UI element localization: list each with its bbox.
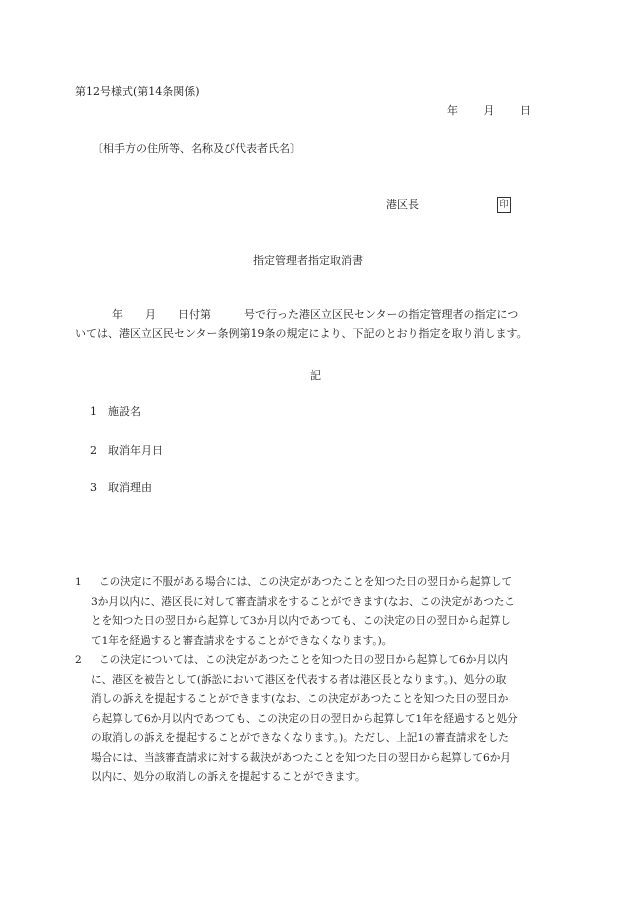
note-line: この決定に不服がある場合には、この決定があつたことを知つた日の翌日から起算して (99, 576, 513, 588)
recipient-placeholder: 〔相手方の住所等、名称及び代表者氏名〕 (92, 142, 301, 155)
note-line: に、港区を被告として(訴訟において港区を代表する者は港区長となります。)、処分の取 (91, 673, 507, 686)
ki-heading: 記 (310, 369, 321, 382)
issuer-name: 港区長 (386, 198, 419, 211)
date-year: 年 (447, 104, 458, 117)
note-line: 3か月以内に、港区長に対して審査請求をすることができます(なお、この決定があつたこ (91, 595, 516, 608)
seal-mark: 印 (497, 197, 511, 213)
item-cancel-reason (90, 482, 152, 493)
date-day: 日 (520, 104, 531, 117)
issuer-line (386, 197, 511, 213)
item-cancel-date (90, 445, 163, 456)
date-month: 月 (483, 104, 495, 117)
date-line (447, 105, 531, 116)
note-line: この決定については、この決定があつたことを知つた日の翌日から起算して6か月以内 (99, 654, 509, 666)
item-number: 1 (90, 405, 97, 418)
item-label: 取消年月日 (108, 444, 163, 457)
item-label: 取消理由 (108, 481, 152, 494)
body-line-1: 年 月 日付第 号で行った港区立区民センターの指定管理者の指定につ (112, 308, 519, 321)
note-appeal (75, 573, 555, 651)
note-line: 場合には、当該審査請求に対する裁決があつたことを知つた日の翌日から起算して6か月 (91, 751, 511, 764)
note-line: の取消しの訴えを提起することができなくなります。)。ただし、上記1の審査請求をした (91, 732, 509, 744)
form-number: 第12号様式(第14条関係) (75, 85, 200, 98)
notes-section (75, 573, 555, 788)
body-paragraph (75, 305, 555, 343)
item-number: 2 (90, 444, 97, 457)
note-line: 以内に、処分の取消しの訴えを提起することができます。 (91, 771, 366, 783)
note-line: 消しの訴えを提起することができます(なお、この決定があつたことを知つた日の翌日か (91, 693, 509, 705)
note-number: 1 (75, 576, 82, 588)
note-line: ら起算して6か月以内であつても、この決定の日の翌日から起算して1年を経過すると処分 (91, 712, 518, 725)
document-title: 指定管理者指定取消書 (253, 254, 363, 267)
item-facility-name (90, 406, 141, 417)
note-line: て1年を経過すると審査請求をすることができなくなります。)。 (91, 634, 393, 647)
note-line: とを知つた日の翌日から起算して3か月以内であつても、この決定の日の翌日から起算し (91, 615, 511, 627)
body-line-2: いては、港区立区民センター条例第19条の規定により、下記のとおり指定を取り消します。 (75, 327, 528, 340)
item-label: 施設名 (108, 405, 141, 418)
note-number: 2 (75, 654, 82, 666)
note-lawsuit (75, 651, 555, 788)
item-number: 3 (90, 481, 97, 494)
